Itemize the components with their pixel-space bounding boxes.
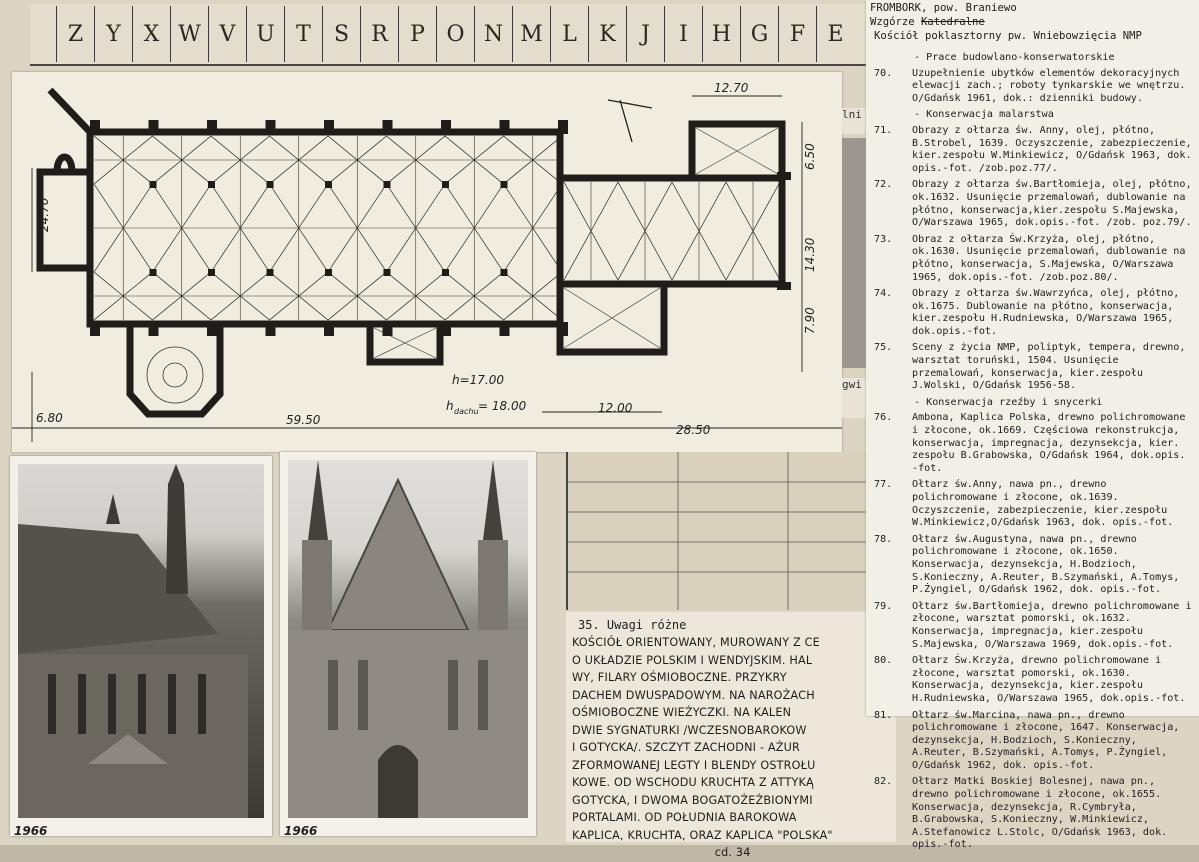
record-entry [874, 601, 1192, 651]
dim-28-50: 28.50 [676, 423, 711, 437]
record-entry [874, 342, 1192, 392]
photo-west-facade [280, 452, 536, 836]
typed-record-sheet [866, 0, 1199, 851]
entry-number: 74. [874, 288, 893, 300]
dim-14-30: 14.30 [803, 237, 817, 272]
entry-number: 82. [874, 776, 893, 788]
walls [40, 90, 782, 414]
grid-letter: I [664, 6, 702, 62]
entry-text: Ołtarz św.Bartłomieja, drewno polichromowane i złocone, warsztat pomorski, ok.1632. Konserwacja, impregnacja, kier.zespołu S.Majewska, O/Warszawa 1969, dok.opis.-fot. [912, 600, 1192, 650]
dim-hdachu-val: = 18.00 [478, 399, 527, 413]
dim-12-70: 12.70 [714, 81, 749, 95]
entry-text: Obrazy z ołtarza św.Bartłomieja, olej, płótno, ok.1632. Usunięcie przemalowań, dublowanie na płótno, konserwacja,kier.zespołu S.Majewska, O/Warszawa 1965, dok.opis.-fot. /zob. poz.79/. [912, 179, 1192, 229]
entry-number: 70. [874, 67, 893, 79]
underlying-card-stub-top: lni [842, 108, 866, 134]
photo-facade-year: 1966 [284, 824, 318, 838]
photo-side-year: 1966 [14, 824, 48, 838]
grid-letter-cells [56, 6, 870, 62]
photo-west-facade-image [288, 460, 528, 818]
section-heading: - Prace budowlano-konserwatorskie [914, 52, 1115, 63]
entry-text: Ołtarz św.Augustyna, nawa pn., drewno polichromowane i złocone, ok.1650. Konserwacja, dezynsekcja, H.Bodzioch, S.Konieczny, A.Reuter, B.Szymański, A.Tomys, P.Żyngiel, O/Gdańsk 1962, dok. opis.-fot. [912, 533, 1180, 596]
grid-letter: K [588, 6, 626, 62]
entry-number: 80. [874, 655, 893, 667]
record-entry [874, 68, 1192, 106]
entry-text: Ołtarz św.Marcina, nawa pn., drewno polichromowane i złocone, 1647. Konserwacja, dezynsekcja, H.Bodzioch, S.Konieczny, A.Reuter, B.Szymański, A.Tomys, P.Żyngiel, O/Gdańsk 1962, dok. opis.-fot. [912, 709, 1180, 771]
entry-number: 77. [874, 479, 893, 491]
grid-letter: T [284, 6, 322, 62]
floor-plan-drawing [12, 72, 842, 452]
notes-panel [566, 612, 896, 859]
floor-plan-svg [12, 72, 842, 452]
entry-text: Ołtarz św.Anny, nawa pn., drewno polichromowane i złocone, ok.1639. Oczyszczenie, zabezpieczenie, kier.zespołu W.Minkiewicz,O/Gdańsk 1963, dok. opis.-fot. [912, 479, 1174, 529]
church-side-sketch [18, 464, 264, 818]
church-facade-sketch [288, 460, 528, 818]
grid-letter: O [436, 6, 474, 62]
doc-site [870, 16, 985, 28]
dim-6-80: 6.80 [36, 411, 63, 425]
photo-side-view-image [18, 464, 264, 818]
entry-number: 81. [874, 709, 893, 721]
underlying-photo-stub [842, 138, 866, 368]
record-entry [874, 288, 1192, 338]
grid-letter: J [626, 6, 664, 62]
record-entry [874, 179, 1192, 229]
dim-7-90: 7.90 [803, 307, 817, 334]
grid-letter: W [170, 6, 208, 62]
dim-hdachu-sub: dachu [454, 407, 479, 416]
dim-6-50: 6.50 [803, 143, 817, 170]
notes-handwritten-text: KOŚCIÓŁ ORIENTOWANY, MUROWANY Z CE O UKŁADZIE POLSKIM I WENDYJSKIM. HAL WY, FILARY OŚMIOBOCZNE. PRZYKRY DACHEM DWUSPADOWYM. NA NAROŻACH OŚMIOBOCZNE WIEŻYCZKI. NA KALEN DWIE SYGNATURKI /WCZESNOBAROKOW I GOTYCKA/. SZCZYT ZACHODNI - AŻUR ZFORMOWANEJ LEGTY I BLENDY OSTROŁU KOWE. OD WSCHODU KRUCHTA Z ATTYKĄ GOTYCKA, I DWOMA BOGATOŻEŹBIONYMI PORTALAMI. OD POŁUDNIA BAROKOWA KAPLICA, KRUCHTA, ORAZ KAPLICA "POLSKA" cd. 34 [572, 636, 833, 859]
ledger-grid-lines [568, 452, 868, 610]
grid-letter: L [550, 6, 588, 62]
grid-letter: N [474, 6, 512, 62]
record-entry [874, 655, 1192, 705]
entry-number: 73. [874, 233, 893, 245]
entry-text: Obrazy z ołtarza św. Anny, olej, płótno, B.Strobel, 1639. Oczyszczenie, zabezpieczenie, kier.zespołu W.Minkiewicz, O/Gdańsk 1963, dok. opis.-fot. /zob.poz.77/. [912, 124, 1192, 174]
photo-side-view [10, 456, 272, 836]
section-heading: - Konserwacja rzeźby i snycerki [914, 396, 1103, 408]
dim-24-70: 24.70 [37, 197, 51, 232]
entry-text: Uzupełnienie ubytków elementów dekoracyjnych elewacji zach.; roboty tynkarskie we wnętrzu. O/Gdańsk 1961, dok.: dzienniki budowy. [912, 67, 1186, 104]
record-entry [874, 534, 1192, 597]
section-heading: - Konserwacja malarstwa [914, 109, 1054, 121]
doc-location: FROMBORK, pow. Braniewo [870, 2, 1017, 14]
entry-text: Ambona, Kaplica Polska, drewno polichromowane i złocone, ok.1669. Częściowa rekonstrukcja, konserwacja, impregnacja, dezynsekcja, kier. zespołu B.Grabowska, O/Gdańsk 1964, dok.opis. -fot. [912, 412, 1186, 474]
dim-59-50: 59.50 [286, 413, 321, 427]
entry-number: 71. [874, 124, 893, 136]
grid-letter: Y [94, 6, 132, 62]
grid-letter-strip [30, 4, 870, 66]
underlying-card-stub: gwi [842, 378, 866, 418]
record-entry [874, 125, 1192, 175]
entry-text: Obrazy z ołtarza św.Wawrzyńca, olej, płótno, ok.1675. Dublowanie na płótno, konserwacja, kier.zespołu H.Rudniewska, O/Warszawa 1965, dok.opis.-fot. [912, 288, 1180, 337]
entry-number: 78. [874, 533, 893, 545]
grid-letter: V [208, 6, 246, 62]
entry-number: 72. [874, 179, 893, 191]
record-entry [874, 479, 1192, 529]
dim-hdachu-h: h [446, 399, 454, 413]
record-entry [874, 776, 1192, 852]
entry-number: 75. [874, 342, 893, 354]
entry-number: 79. [874, 600, 893, 612]
dim-h: h=17.00 [452, 373, 505, 387]
entry-text: Obraz z ołtarza Św.Krzyża, olej, płótno, ok.1630. Usunięcie przemalowań, dublowanie na płótno, konserwacja, S.Majewska, O/Warszawa 1965, dok.opis.-fot. /zob.poz.80/. [912, 233, 1186, 283]
doc-entries [874, 48, 1192, 856]
grid-letter: S [322, 6, 360, 62]
grid-letter: F [778, 6, 816, 62]
doc-site-struck: Katedralne [921, 16, 985, 28]
entry-number: 76. [874, 412, 893, 424]
record-entry [874, 234, 1192, 284]
entry-text: Sceny z życia NMP, poliptyk, tempera, drewno, warsztat toruński, 1504. Usunięcie przemalowań, konserwacja, kier.zespołu J.Wolski, O/Gdańsk 1956-58. [912, 342, 1186, 392]
entry-text: Ołtarz Matki Boskiej Bolesnej, nawa pn., drewno polichromowane i złocone, ok.1655. Konserwacja, dezynsekcja, R.Cymbryła, B.Grabowska, S.Konieczny, W.Minkiewicz, A.Stefanowicz L.Stolc, O/Gdańsk 1963, dok. opis.-fot. [912, 776, 1168, 851]
grid-letter: P [398, 6, 436, 62]
record-entry [874, 412, 1192, 475]
doc-object-name: Kościół poklasztorny pw. Wniebowzięcia NMP [874, 30, 1142, 42]
grid-letter: M [512, 6, 550, 62]
chapel-circle [147, 347, 203, 403]
grid-letter: U [246, 6, 284, 62]
ledger-grid-panel [566, 452, 868, 610]
grid-letter: X [132, 6, 170, 62]
entry-text: Ołtarz Św.Krzyża, drewno polichromowane i złocone, warsztat pomorski, ok.1630. Konserwacja, dezynsekcja, kier.zespołu H.Rudniewska, O/Warszawa 1965, dok.opis.-fot. [912, 655, 1186, 704]
dim-12-00: 12.00 [598, 401, 633, 415]
grid-letter: Z [56, 6, 94, 62]
record-entry [874, 710, 1192, 773]
grid-letter: R [360, 6, 398, 62]
notes-title: 35. Uwagi różne [578, 618, 687, 632]
dimension-lines [12, 96, 842, 442]
north-arrow [608, 100, 652, 142]
doc-site-prefix: Wzgórze [870, 16, 922, 28]
grid-letter: H [702, 6, 740, 62]
grid-letter: G [740, 6, 778, 62]
grid-letter: E [816, 6, 854, 62]
